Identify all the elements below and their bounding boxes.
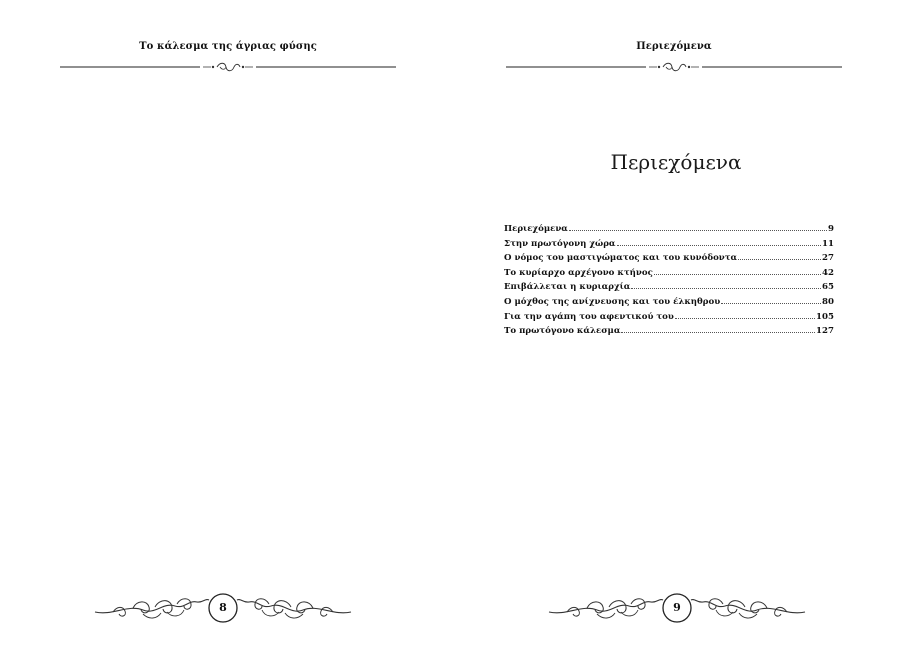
toc-title: Περιεχόμενα (610, 150, 742, 174)
right-page (450, 0, 900, 650)
running-head: Περιεχόμενα (636, 41, 712, 52)
page-number: 8 (219, 601, 227, 614)
running-head: Το κάλεσμα της άγριας φύσης (139, 41, 317, 52)
table-of-contents (504, 224, 834, 341)
toc-entry-title: Το κυρίαρχο αρχέγονο κτήνος (504, 267, 653, 278)
toc-entry[interactable] (504, 297, 834, 312)
toc-entry[interactable] (504, 326, 834, 341)
dot-leader (738, 259, 821, 260)
toc-entry-title: Το πρωτόγονο κάλεσμα (504, 326, 621, 337)
toc-entry-title: Ο νόμος του μαστιγώματος και του κυνόδοντα (504, 253, 738, 264)
footer-scroll-ornament (93, 590, 353, 626)
toc-entry-title: Επιβάλλεται η κυριαρχία (504, 282, 631, 293)
dot-leader (721, 303, 821, 304)
toc-entry-page: 9 (828, 224, 834, 234)
toc-entry-page: 11 (822, 238, 834, 249)
toc-entry-title: Για την αγάπη του αφεντικού του (504, 311, 674, 322)
dot-leader (631, 288, 821, 289)
toc-entry-page: 42 (822, 267, 834, 278)
dot-leader (654, 274, 821, 275)
toc-entry-page: 27 (822, 253, 834, 264)
page-number: 9 (673, 601, 681, 614)
header-rule-ornament (60, 60, 396, 74)
toc-entry[interactable] (504, 239, 834, 254)
toc-entry-title: Στην πρωτόγονη χώρα (504, 238, 616, 249)
toc-entry-title: Ο μόχθος της ανίχνευσης και του έλκηθρου (504, 296, 721, 307)
toc-entry[interactable] (504, 253, 834, 268)
footer-scroll-ornament (547, 590, 807, 626)
toc-entry[interactable] (504, 224, 834, 239)
toc-entry-page: 80 (822, 296, 834, 307)
dot-leader (569, 230, 827, 231)
toc-entry-title: Περιεχόμενα (504, 224, 568, 234)
toc-entry[interactable] (504, 268, 834, 283)
toc-entry-page: 65 (822, 282, 834, 293)
dot-leader (621, 332, 815, 333)
toc-entry-page: 127 (816, 326, 834, 337)
toc-entry[interactable] (504, 312, 834, 327)
header-rule-ornament (506, 60, 842, 74)
toc-entry-page: 105 (816, 311, 834, 322)
dot-leader (675, 318, 815, 319)
dot-leader (617, 245, 821, 246)
toc-entry[interactable] (504, 282, 834, 297)
